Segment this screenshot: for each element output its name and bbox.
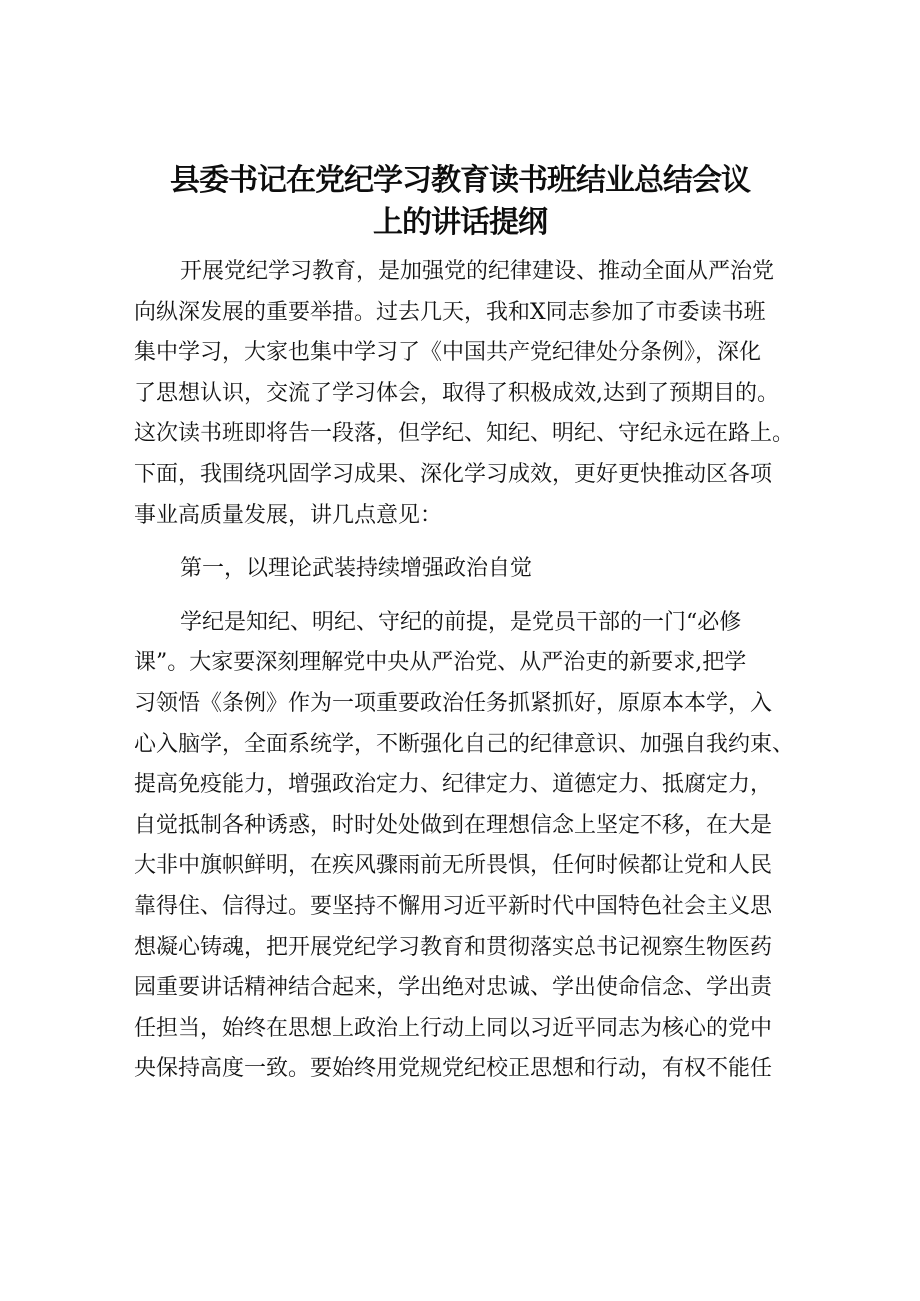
title-line-2: 上的讲话提纲: [373, 205, 547, 240]
text-line: 向纵深发展的重要举措。过去几天，我和X同志参加了市委读书班: [134, 299, 766, 325]
text-line: 学纪是知纪、明纪、守纪的前提，是党员干部的一门“必修: [180, 609, 742, 635]
text-line: 集中学习，大家也集中学习了《中国共产党纪律处分条例》，深化: [134, 340, 762, 366]
text-line: 下面，我围绕巩固学习成果、深化学习成效，更好更快推动区各项: [134, 461, 773, 487]
text-line: 心入脑学，全面系统学，不断强化自己的纪律意识、加强自我约束、: [134, 731, 795, 757]
section-heading: 第一，以理论武装持续增强政治自觉: [180, 556, 533, 582]
text-line: 提高免疫能力，增强政治定力、纪律定力、道德定力、抵腐定力，: [134, 772, 773, 798]
document-title: [130, 160, 790, 244]
document-body: [134, 252, 796, 1090]
text-line: 任担当，始终在思想上政治上行动上同以习近平同志为核心的党中: [134, 1015, 773, 1041]
intro-paragraph: [134, 252, 796, 536]
text-line: 大非中旗帜鲜明，在疾风骤雨前无所畏惧，任何时候都让党和人民: [134, 853, 773, 879]
text-line: 这次读书班即将告一段落，但学纪、知纪、明纪、守纪永远在路上。: [134, 421, 795, 447]
text-line: 习领悟《条例》作为一项重要政治任务抓紧抓好，原原本本学，入: [134, 690, 773, 716]
text-line: 靠得住、信得过。要坚持不懈用习近平新时代中国特色社会主义思: [134, 893, 773, 919]
text-line: 园重要讲话精神结合起来，学出绝对忠诚、学出使命信念、学出责: [134, 975, 773, 1001]
text-line: 课”。大家要深刻理解党中央从严治党、从严治吏的新要求,把学: [134, 650, 747, 676]
text-line: 了思想认识，交流了学习体会，取得了积极成效,达到了预期目的。: [134, 380, 779, 406]
text-line: 开展党纪学习教育，是加强党的纪律建设、推动全面从严治党: [180, 259, 775, 284]
text-line: 自觉抵制各种诱惑，时时处处做到在理想信念上坚定不移，在大是: [134, 812, 773, 838]
text-line: 事业高质量发展，讲几点意见：: [134, 502, 443, 528]
section-paragraph: [134, 603, 796, 1090]
text-line: 想凝心铸魂，把开展党纪学习教育和贯彻落实总书记视察生物医药: [134, 934, 773, 960]
text-line: 央保持高度一致。要始终用党规党纪校正思想和行动，有权不能任: [134, 1056, 773, 1082]
title-line-1: 县委书记在党纪学习教育读书班结业总结会议: [170, 163, 750, 198]
